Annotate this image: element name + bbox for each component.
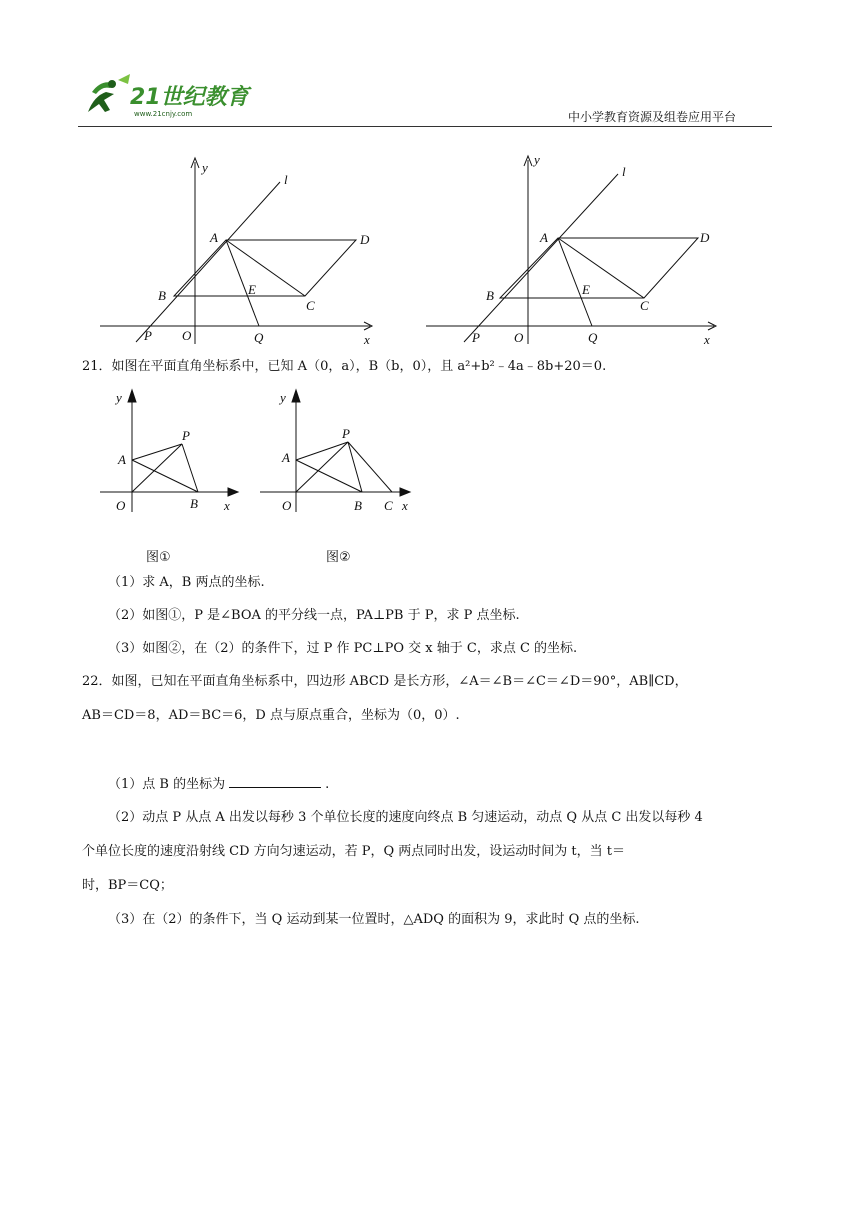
label-A: A <box>210 230 218 245</box>
q22-part1-prefix: （1）点 B 的坐标为 <box>108 777 226 792</box>
label-D: D <box>360 232 370 247</box>
label-l: l <box>622 164 626 179</box>
q22-part2-line3: 时，BP＝CQ； <box>82 878 173 893</box>
label-C: C <box>306 298 315 313</box>
label-x: x <box>704 332 710 346</box>
label-x: x <box>364 332 370 346</box>
q21-figure-2 <box>258 384 418 518</box>
q22-part1-suffix: . <box>325 777 330 792</box>
label-O: O <box>116 498 126 513</box>
label-P: P <box>342 426 350 441</box>
label-x: x <box>402 498 408 513</box>
label-A: A <box>282 450 290 465</box>
q21-part2: （2）如图①，P 是∠BOA 的平分线一点，PA⊥PB 于 P，求 P 点坐标. <box>108 608 520 623</box>
platform-title: 中小学教育资源及组卷应用平台 <box>567 110 736 124</box>
label-B: B <box>158 288 166 303</box>
label-O: O <box>182 328 192 343</box>
label-C: C <box>384 498 393 513</box>
label-B: B <box>354 498 362 513</box>
q21-figure-1 <box>98 384 244 518</box>
label-y: y <box>116 390 122 405</box>
q22-stem-line1: 22．如图，已知在平面直角坐标系中，四边形 ABCD 是长方形，∠A＝∠B＝∠C＝∠D＝90°，AB∥CD， <box>82 674 688 689</box>
label-B: B <box>190 496 198 511</box>
label-C: C <box>640 298 649 313</box>
logo-text: 21世纪教育 <box>130 85 249 110</box>
label-A: A <box>540 230 548 245</box>
q21-part1: （1）求 A，B 两点的坐标. <box>108 575 265 590</box>
logo-url: www.21cnjy.com <box>134 110 193 118</box>
label-Q: Q <box>588 330 598 345</box>
q21-part3: （3）如图②，在（2）的条件下，过 P 作 PC⊥PO 交 x 轴于 C，求点 C 的坐标. <box>108 641 578 656</box>
label-l: l <box>284 172 288 187</box>
label-B: B <box>486 288 494 303</box>
label-E: E <box>582 282 590 297</box>
label-E: E <box>248 282 256 297</box>
label-A: A <box>118 452 126 467</box>
q22-stem-line2: AB＝CD＝8，AD＝BC＝6，D 点与原点重合，坐标为（0，0）. <box>82 708 460 723</box>
parallelogram-figure-right <box>424 150 724 346</box>
label-D: D <box>700 230 710 245</box>
label-y: y <box>202 160 208 175</box>
label-O: O <box>282 498 292 513</box>
label-P: P <box>144 328 152 343</box>
parallelogram-figure-left <box>98 154 380 346</box>
q22-part1 <box>108 775 329 794</box>
logo-21cnjy <box>78 70 258 120</box>
answer-blank[interactable] <box>229 775 321 788</box>
label-y: y <box>534 152 540 167</box>
q22-part2-line1: （2）动点 P 从点 A 出发以每秒 3 个单位长度的速度向终点 B 匀速运动，动点 Q 从点 C 出发以每秒 4 <box>108 810 703 825</box>
page-header <box>78 70 772 128</box>
label-P: P <box>472 330 480 345</box>
label-O: O <box>514 330 524 345</box>
label-y: y <box>280 390 286 405</box>
q21-stem: 21．如图在平面直角坐标系中，已知 A（0，a），B（b，0），且 a²+b²﹣4a﹣8b+20＝0. <box>82 359 607 374</box>
label-x: x <box>224 498 230 513</box>
q21-fig1-caption: 图① <box>146 550 171 565</box>
label-Q: Q <box>254 330 264 345</box>
q22-part3: （3）在（2）的条件下，当 Q 运动到某一位置时，△ADQ 的面积为 9，求此时 Q 点的坐标. <box>108 912 640 927</box>
q21-fig2-caption: 图② <box>326 550 351 565</box>
header-divider <box>78 126 772 127</box>
q22-part2-line2: 个单位长度的速度沿射线 CD 方向匀速运动，若 P，Q 两点同时出发，设运动时间为 t，当 t＝ <box>82 844 626 859</box>
label-P: P <box>182 428 190 443</box>
